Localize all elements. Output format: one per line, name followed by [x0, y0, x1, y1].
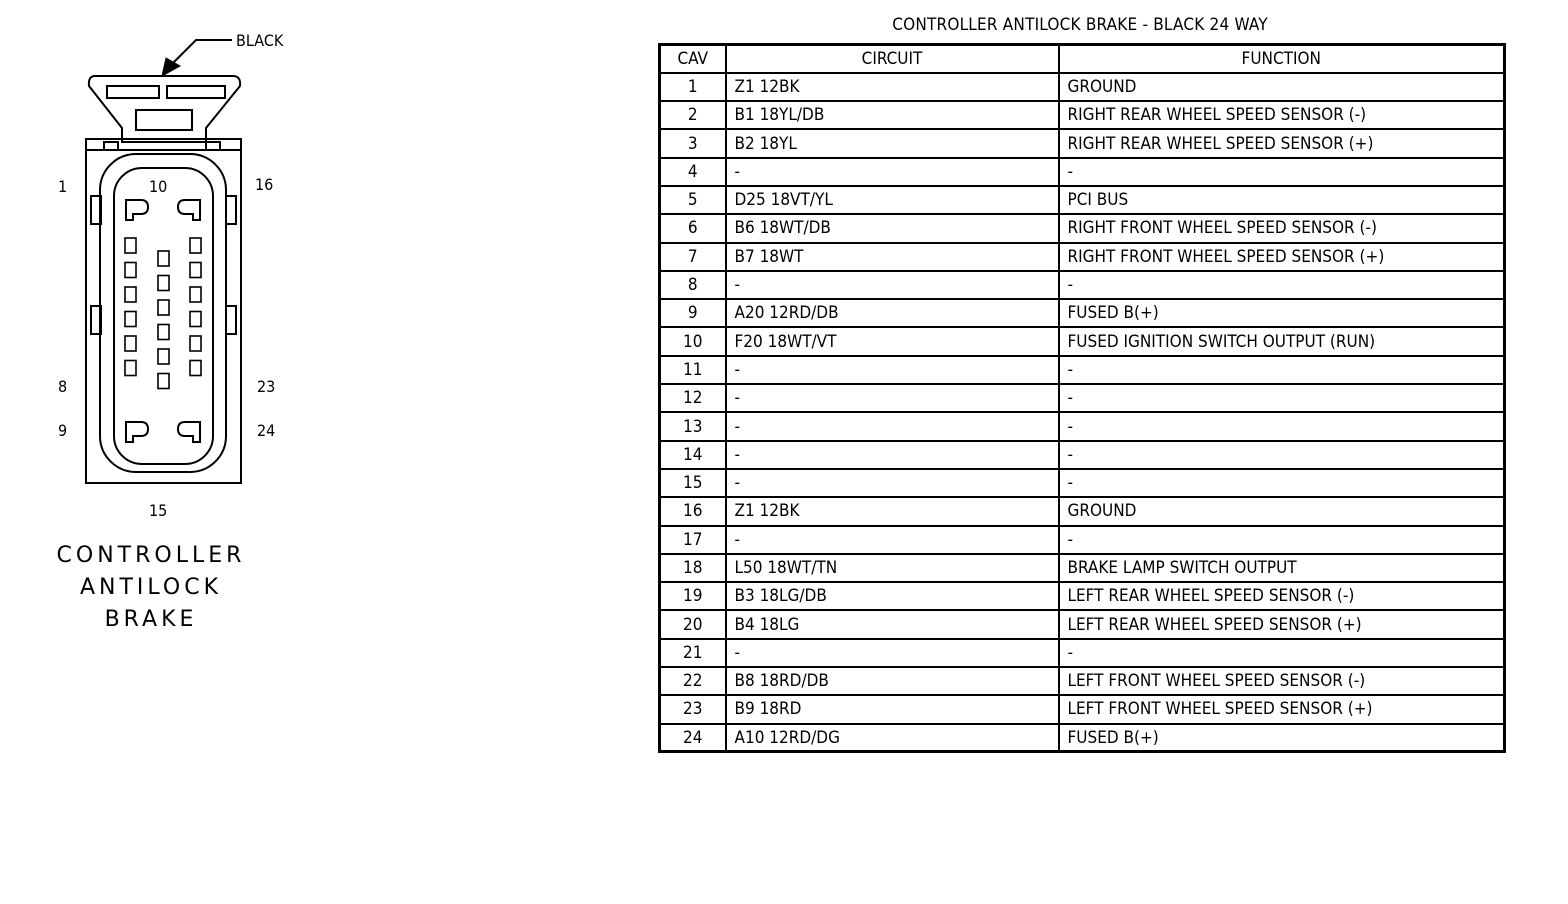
cell-function: PCI BUS — [1059, 186, 1505, 214]
cell-circuit: B4 18LG — [726, 610, 1059, 638]
cell-cav: 7 — [660, 243, 726, 271]
cell-circuit: D25 18VT/YL — [726, 186, 1059, 214]
cell-function: - — [1059, 356, 1505, 384]
table-row — [660, 356, 1505, 384]
cell-function: - — [1059, 526, 1505, 554]
cell-cav: 22 — [660, 667, 726, 695]
table-row — [660, 554, 1505, 582]
cell-function: RIGHT FRONT WHEEL SPEED SENSOR (+) — [1059, 243, 1505, 271]
pin-label-8: 8 — [58, 377, 68, 396]
signal-cavity — [125, 238, 136, 253]
signal-cavity — [190, 287, 201, 302]
power-terminal-1 — [126, 200, 148, 220]
cell-cav: 4 — [660, 158, 726, 186]
cell-cav: 12 — [660, 384, 726, 412]
cell-cav: 24 — [660, 724, 726, 752]
signal-cavity — [158, 349, 169, 364]
latch-slot-left — [107, 86, 159, 98]
table-row — [660, 497, 1505, 525]
cell-function: FUSED B(+) — [1059, 299, 1505, 327]
table-row — [660, 582, 1505, 610]
cell-function: - — [1059, 469, 1505, 497]
cell-cav: 15 — [660, 469, 726, 497]
cell-circuit: Z1 12BK — [726, 497, 1059, 525]
signal-cavity — [190, 312, 201, 327]
latch-slot-right — [167, 86, 225, 98]
cell-function: GROUND — [1059, 497, 1505, 525]
table-row — [660, 610, 1505, 638]
connector-lip-right — [206, 142, 220, 150]
signal-cavity — [158, 325, 169, 340]
table-row — [660, 667, 1505, 695]
cell-cav: 23 — [660, 695, 726, 723]
signal-cavity — [158, 300, 169, 315]
signal-cavity — [190, 336, 201, 351]
cell-cav: 5 — [660, 186, 726, 214]
cell-circuit: - — [726, 526, 1059, 554]
signal-cavity — [125, 361, 136, 376]
cell-circuit: A20 12RD/DB — [726, 299, 1059, 327]
table-row — [660, 214, 1505, 242]
cell-function: LEFT FRONT WHEEL SPEED SENSOR (+) — [1059, 695, 1505, 723]
pinout-table — [658, 43, 1506, 753]
cell-circuit: B6 18WT/DB — [726, 214, 1059, 242]
cell-circuit: B3 18LG/DB — [726, 582, 1059, 610]
cell-circuit: Z1 12BK — [726, 73, 1059, 101]
signal-cavity — [190, 361, 201, 376]
cell-cav: 14 — [660, 441, 726, 469]
cell-circuit: L50 18WT/TN — [726, 554, 1059, 582]
cell-function: - — [1059, 271, 1505, 299]
table-row — [660, 299, 1505, 327]
table-row — [660, 526, 1505, 554]
table-title: CONTROLLER ANTILOCK BRAKE - BLACK 24 WAY — [892, 15, 1268, 35]
connector-name-line-1: CONTROLLER — [56, 543, 246, 568]
cell-cav: 19 — [660, 582, 726, 610]
cell-cav: 11 — [660, 356, 726, 384]
cell-circuit: - — [726, 356, 1059, 384]
cell-circuit: - — [726, 412, 1059, 440]
cell-function: LEFT FRONT WHEEL SPEED SENSOR (-) — [1059, 667, 1505, 695]
table-row — [660, 129, 1505, 157]
cell-function: LEFT REAR WHEEL SPEED SENSOR (+) — [1059, 610, 1505, 638]
table-row — [660, 639, 1505, 667]
cell-circuit: B9 18RD — [726, 695, 1059, 723]
table-row — [660, 243, 1505, 271]
signal-cavity — [125, 336, 136, 351]
cell-cav: 20 — [660, 610, 726, 638]
cell-function: RIGHT REAR WHEEL SPEED SENSOR (-) — [1059, 101, 1505, 129]
pin-label-10: 10 — [149, 177, 168, 196]
cell-function: - — [1059, 441, 1505, 469]
cell-function: FUSED B(+) — [1059, 724, 1505, 752]
cell-cav: 3 — [660, 129, 726, 157]
cell-cav: 13 — [660, 412, 726, 440]
color-callout-label: BLACK — [236, 31, 284, 50]
pin-label-16: 16 — [255, 175, 274, 194]
table-row — [660, 412, 1505, 440]
pin-label-24: 24 — [257, 421, 276, 440]
cell-cav: 9 — [660, 299, 726, 327]
latch-window — [136, 110, 192, 130]
table-row — [660, 724, 1505, 752]
cell-cav: 21 — [660, 639, 726, 667]
table-row — [660, 327, 1505, 355]
cell-circuit: - — [726, 639, 1059, 667]
signal-cavity — [125, 287, 136, 302]
cell-circuit: - — [726, 384, 1059, 412]
signal-cavity — [125, 263, 136, 278]
side-rib-right-top — [226, 196, 236, 224]
cell-cav: 1 — [660, 73, 726, 101]
cell-function: - — [1059, 639, 1505, 667]
connector-name-line-3: BRAKE — [104, 607, 198, 632]
pin-label-23: 23 — [257, 377, 276, 396]
cell-cav: 8 — [660, 271, 726, 299]
table-row — [660, 73, 1505, 101]
table-row — [660, 441, 1505, 469]
cell-circuit: F20 18WT/VT — [726, 327, 1059, 355]
signal-cavity — [125, 312, 136, 327]
cell-function: LEFT REAR WHEEL SPEED SENSOR (-) — [1059, 582, 1505, 610]
cell-function: RIGHT FRONT WHEEL SPEED SENSOR (-) — [1059, 214, 1505, 242]
callout-arrowhead — [162, 58, 180, 76]
cell-function: FUSED IGNITION SWITCH OUTPUT (RUN) — [1059, 327, 1505, 355]
cell-function: - — [1059, 158, 1505, 186]
table-header-row — [660, 45, 1505, 73]
table-row — [660, 186, 1505, 214]
signal-cavity — [190, 238, 201, 253]
header-circuit: CIRCUIT — [726, 45, 1059, 73]
cell-cav: 6 — [660, 214, 726, 242]
cell-circuit: B7 18WT — [726, 243, 1059, 271]
header-function: FUNCTION — [1059, 45, 1505, 73]
connector-name — [20, 540, 282, 636]
cell-circuit: - — [726, 158, 1059, 186]
connector-lip-left — [104, 142, 118, 150]
pin-label-9: 9 — [58, 421, 68, 440]
cell-cav: 17 — [660, 526, 726, 554]
cell-circuit: A10 12RD/DG — [726, 724, 1059, 752]
connector-face-diagram — [0, 0, 620, 904]
connector-name-line-2: ANTILOCK — [79, 575, 222, 600]
cell-function: BRAKE LAMP SWITCH OUTPUT — [1059, 554, 1505, 582]
power-terminal-16 — [178, 200, 200, 220]
cell-circuit: - — [726, 271, 1059, 299]
cell-cav: 10 — [660, 327, 726, 355]
cell-function: GROUND — [1059, 73, 1505, 101]
cell-circuit: B8 18RD/DB — [726, 667, 1059, 695]
pin-label-15: 15 — [149, 501, 168, 520]
pin-label-1: 1 — [58, 177, 68, 196]
table-row — [660, 384, 1505, 412]
cell-circuit: - — [726, 469, 1059, 497]
table-row — [660, 469, 1505, 497]
table-row — [660, 695, 1505, 723]
callout-leader-line — [170, 40, 232, 66]
cell-circuit: B2 18YL — [726, 129, 1059, 157]
table-row — [660, 271, 1505, 299]
table-row — [660, 158, 1505, 186]
cell-cav: 16 — [660, 497, 726, 525]
cell-circuit: - — [726, 441, 1059, 469]
power-terminal-24 — [178, 422, 200, 442]
cell-function: RIGHT REAR WHEEL SPEED SENSOR (+) — [1059, 129, 1505, 157]
cell-function: - — [1059, 412, 1505, 440]
cell-cav: 2 — [660, 101, 726, 129]
cell-function: - — [1059, 384, 1505, 412]
signal-cavity — [158, 251, 169, 266]
signal-cavity — [190, 263, 201, 278]
table-row — [660, 101, 1505, 129]
signal-cavity — [158, 374, 169, 389]
side-rib-right-bottom — [226, 306, 236, 334]
cell-cav: 18 — [660, 554, 726, 582]
header-cav: CAV — [660, 45, 726, 73]
cell-circuit: B1 18YL/DB — [726, 101, 1059, 129]
power-terminal-9 — [126, 422, 148, 442]
signal-cavity — [158, 276, 169, 291]
